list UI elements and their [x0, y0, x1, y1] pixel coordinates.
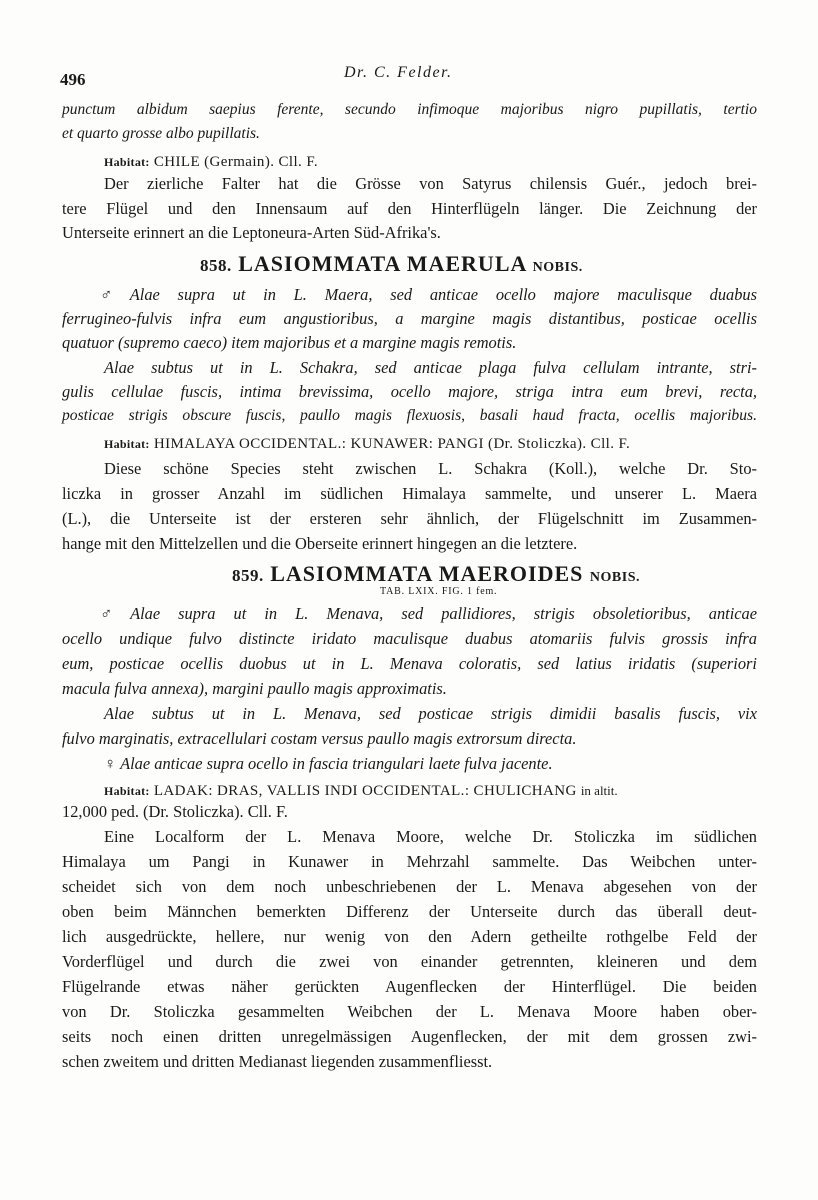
habitat-text: LADAK: DRAS, VALLIS INDI OCCIDENTAL.: CHULICHANG — [153, 783, 577, 799]
female-symbol-icon: ♀ — [104, 754, 117, 773]
latin-line — [104, 753, 704, 775]
habitat-text: CHILE (Germain). Cll. F. — [153, 154, 319, 170]
latin-line: eum, posticae ocellis duobus ut in L. Menava coloratis, sed latius iridatis (superiori — [62, 654, 757, 673]
german-line: Diese schöne Species steht zwischen L. Schakra (Koll.), welche Dr. Sto- — [104, 459, 757, 478]
page-number: 496 — [60, 70, 86, 89]
german-line: (L.), die Unterseite ist der ersteren sehr ähnlich, der Flügelschnitt im Zusammen- — [62, 509, 757, 528]
german-line: Unterseite erinnert an die Leptoneura-Arten Süd-Afrika's. — [62, 223, 441, 242]
plate-reference: TAB. LXIX. FIG. 1 fem. — [380, 586, 498, 597]
male-symbol-icon: ♂ — [100, 604, 113, 623]
german-line: Der zierliche Falter hat die Grösse von Satyrus chilensis Guér., jedoch brei- — [104, 174, 757, 193]
latin-line: et quarto grosse albo pupillatis. — [62, 125, 260, 142]
latin-line — [100, 603, 757, 625]
latin-line: punctum albidum saepius ferente, secundo infimoque majoribus nigro pupillatis, tertio — [62, 101, 757, 118]
german-line: Flügelrande etwas näher gerückten Augenflecken der Hinterflügel. Die beiden — [62, 977, 757, 996]
species-author: NOBIS. — [589, 570, 640, 585]
habitat-label: Habitat: — [104, 437, 150, 451]
species-number: 859. — [232, 566, 264, 585]
german-line: seits noch einen dritten unregelmässigen Augenflecken, der mit dem grossen zwi- — [62, 1027, 757, 1046]
latin-text: Alae anticae supra ocello in fascia triangulari laete fulva jacente. — [120, 754, 553, 773]
german-line: von Dr. Stoliczka gesammelten Weibchen der L. Menava Moore haben ober- — [62, 1002, 757, 1021]
latin-line: gulis cellulae fuscis, intima brevissima, ocello majore, striga intra eum brevi, recta, — [62, 382, 757, 401]
latin-text: Alae supra ut in L. Menava, sed pallidiores, strigis obsoletioribus, anticae — [130, 604, 758, 623]
german-line: schen zweitem und dritten Medianast liegenden zusammenfliesst. — [62, 1052, 493, 1071]
latin-line: ocello undique fulvo distincte iridato maculisque duabus atomariis fulvis grossis infra — [62, 629, 757, 648]
latin-line: Alae subtus ut in L. Schakra, sed anticae plaga fulva cellulam intrante, stri- — [104, 358, 757, 377]
habitat-label: Habitat: — [104, 155, 150, 169]
habitat-altit: in altit. — [580, 783, 618, 798]
species-number: 858. — [200, 256, 232, 275]
latin-line: posticae strigis obscure fuscis, paullo magis flexuosis, basali haud fracta, ocellis majoribus. — [62, 407, 757, 424]
male-symbol-icon: ♂ — [100, 285, 113, 304]
habitat-line — [104, 432, 757, 455]
german-line: scheidet sich von dem noch unbeschriebenen der L. Menava abgesehen von der — [62, 877, 757, 896]
latin-line: quatuor (supremo caeco) item majoribus et a margine magis remotis. — [62, 333, 517, 352]
german-line: oben beim Männchen bemerkten Differenz der Unterseite durch das überall deut- — [62, 902, 757, 921]
species-name: LASIOMMATA MAERULA — [238, 251, 527, 276]
german-line: lich ausgedrückte, hellere, nur wenig von den Adern getheilte rothgelbe Feld der — [62, 927, 757, 946]
latin-line: ferrugineo-fulvis infra eum angustioribus, a margine magis distantibus, posticae ocellis — [62, 309, 757, 328]
latin-line: Alae subtus ut in L. Menava, sed posticae strigis dimidii basalis fuscis, vix — [104, 704, 757, 723]
latin-text: Alae supra ut in L. Maera, sed anticae ocello majore maculisque duabus — [129, 285, 757, 304]
german-line: Eine Localform der L. Menava Moore, welche Dr. Stoliczka im südlichen — [104, 827, 757, 846]
latin-line: macula fulva annexa), margini paullo magis approximatis. — [62, 679, 447, 698]
latin-line: fulvo marginatis, extracellulari costam versus paullo magis extrorsum directa. — [62, 729, 577, 748]
species-heading-858 — [200, 253, 660, 279]
german-line: tere Flügel und den Innensaum auf den Hinterflügeln länger. Die Zeichnung der — [62, 199, 757, 218]
running-head: Dr. C. Felder. — [344, 64, 453, 81]
german-line: liczka in grosser Anzahl im südlichen Himalaya sammelte, und unserer L. Maera — [62, 484, 757, 503]
habitat-text: HIMALAYA OCCIDENTAL.: KUNAWER: PANGI (Dr. Stoliczka). Cll. F. — [153, 436, 631, 452]
species-name: LASIOMMATA MAEROIDES — [270, 561, 584, 586]
german-line: Himalaya um Pangi in Kunawer in Mehrzahl sammelte. Das Weibchen unter- — [62, 852, 757, 871]
habitat-label: Habitat: — [104, 784, 150, 798]
habitat-line — [104, 150, 704, 173]
species-author: NOBIS. — [532, 260, 583, 275]
habitat-line: 12,000 ped. (Dr. Stoliczka). Cll. F. — [62, 802, 288, 821]
latin-line — [100, 284, 757, 306]
habitat-line — [104, 779, 757, 802]
german-line: hange mit den Mittelzellen und die Oberseite erinnert hingegen an die letztere. — [62, 534, 578, 553]
german-line: Vorderflügel und durch die zwei von einander getrennten, kleineren und dem — [62, 952, 757, 971]
